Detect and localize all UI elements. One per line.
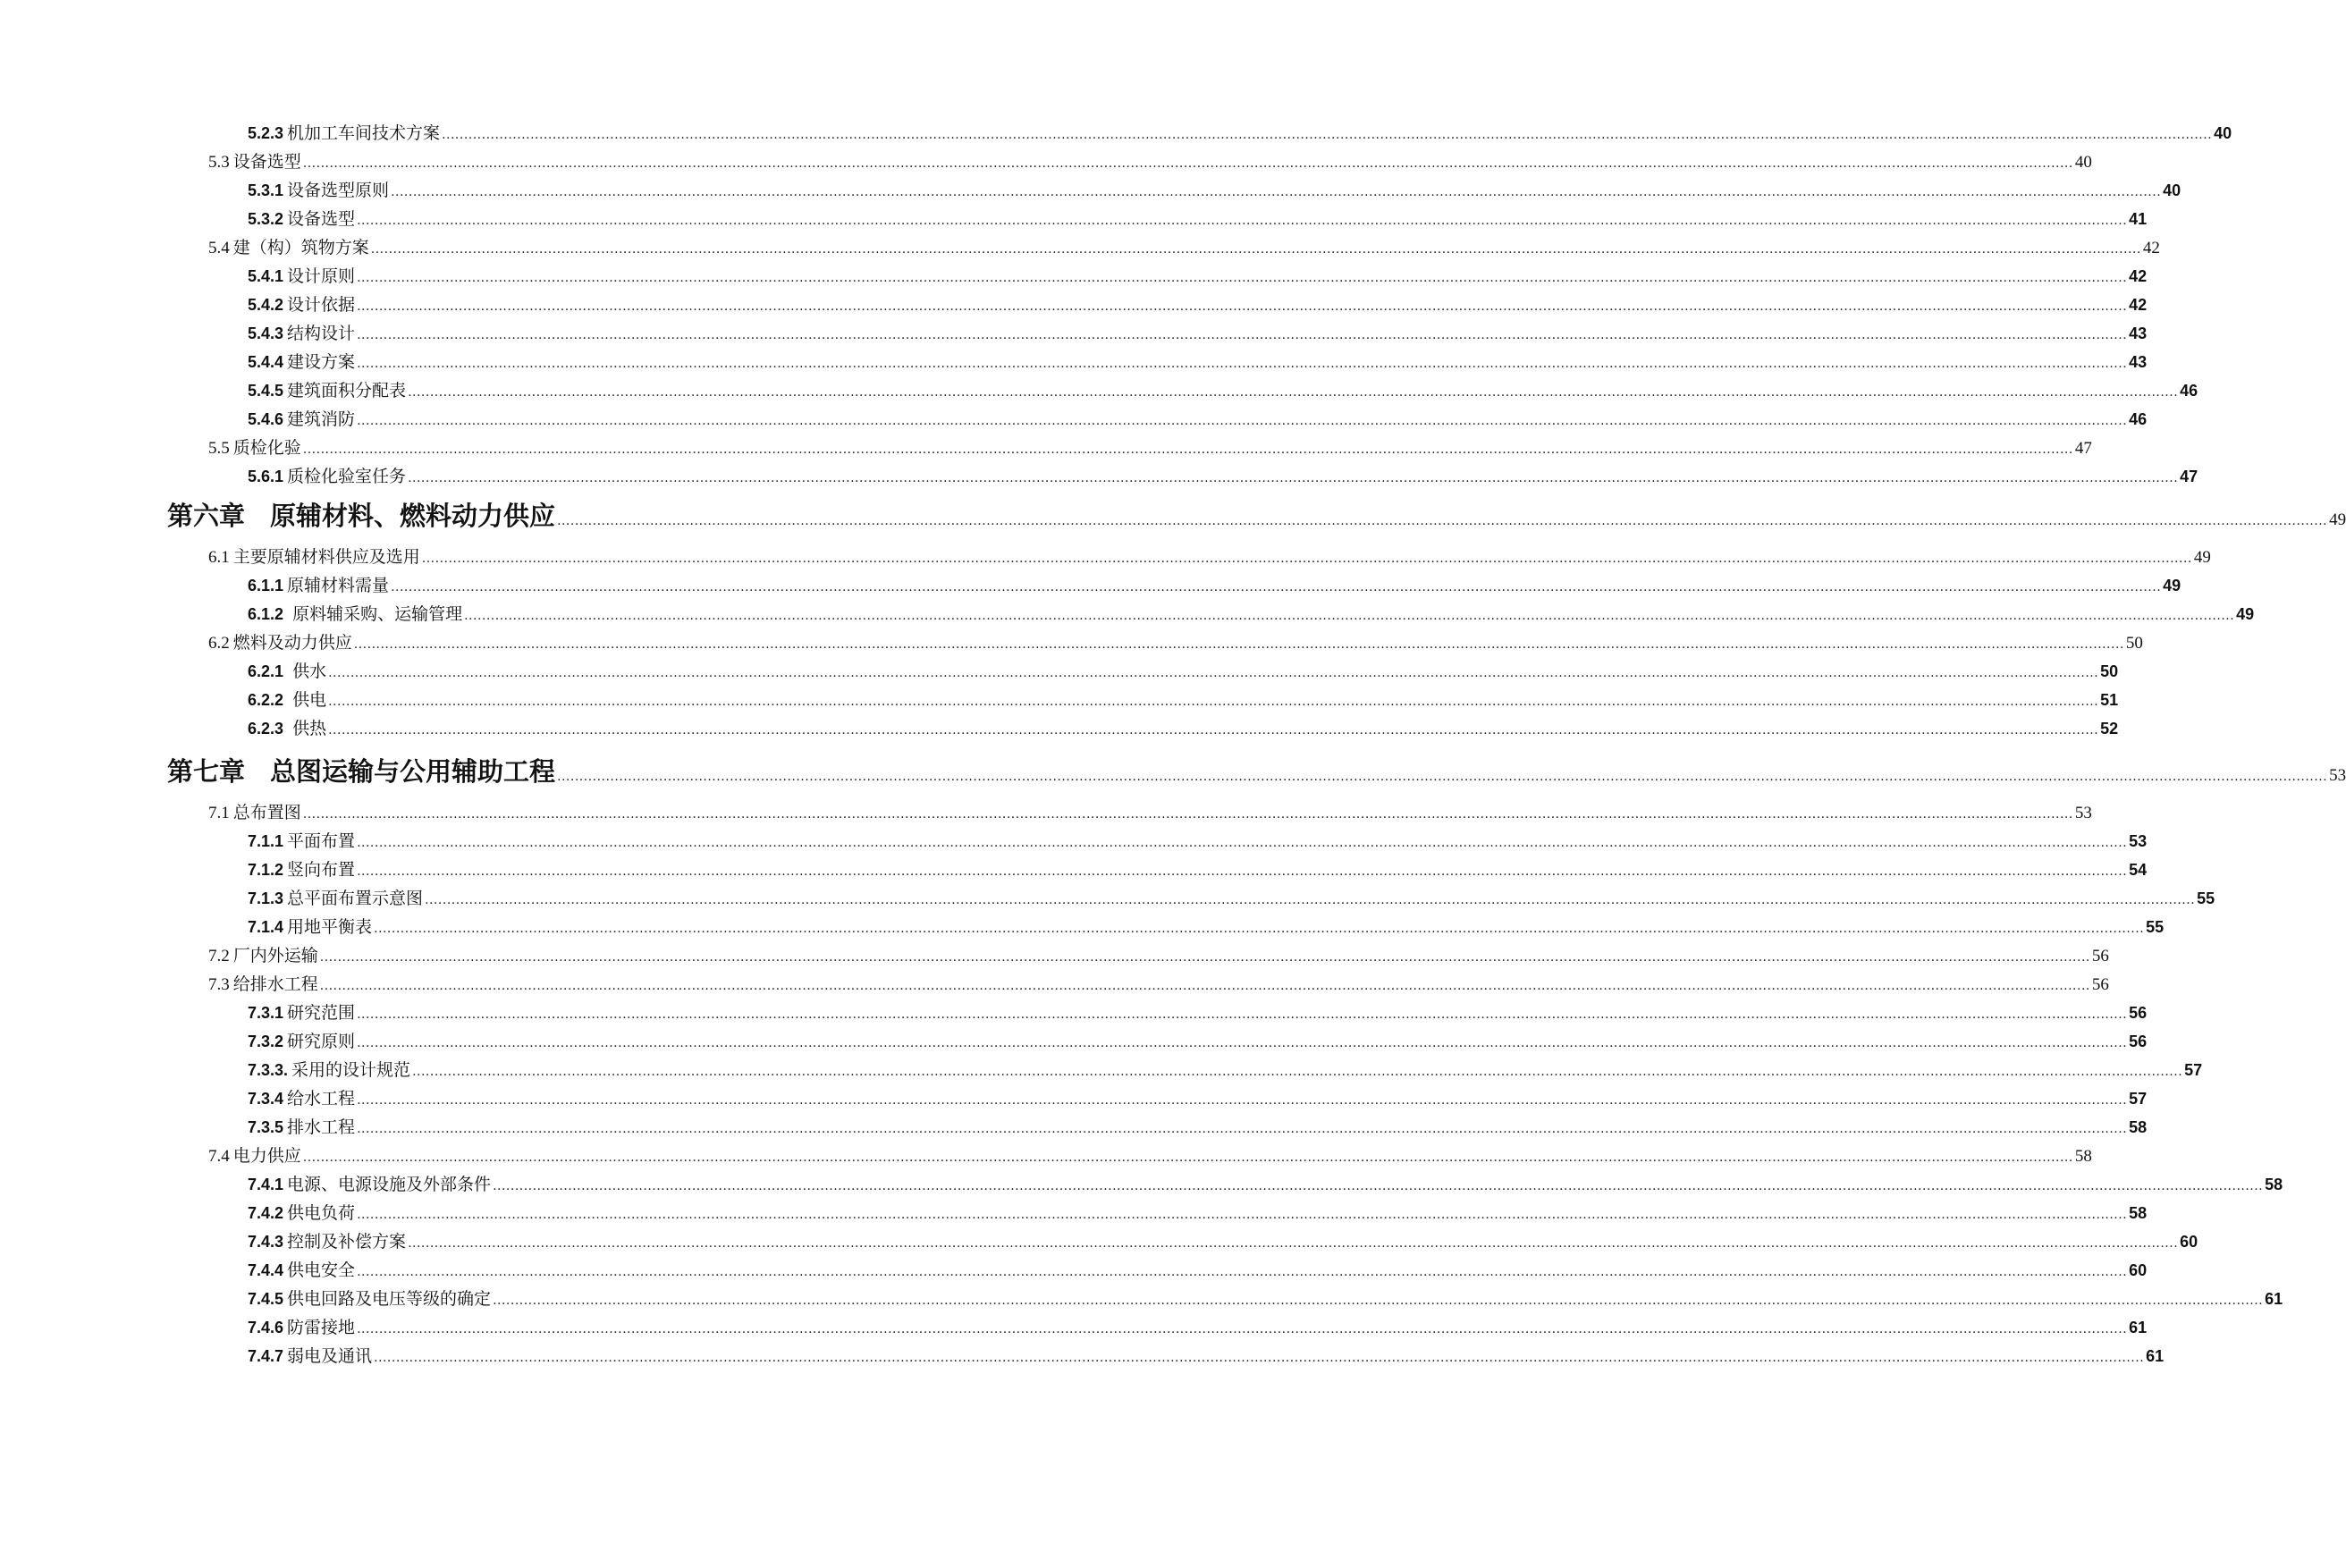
toc-section-entry[interactable] <box>208 234 2160 261</box>
toc-subsection-entry[interactable] <box>248 206 2148 232</box>
toc-entry-title: 供电 <box>287 690 327 710</box>
toc-entry-title: 电源、电源设施及外部条件 <box>287 1175 492 1194</box>
dot-leader: ................................................................................................................................................................................................................................................................................................................................................................................................................ <box>357 214 2128 228</box>
dot-leader: ................................................................................................................................................................................................................................................................................................................................................................................................................ <box>408 1236 2179 1251</box>
toc-entry-number: 7.4.2 <box>248 1204 284 1222</box>
toc-entry-number: 7.4.3 <box>248 1233 284 1251</box>
toc-entry-title: 质检化验室任务 <box>287 467 407 486</box>
dot-leader: ................................................................................................................................................................................................................................................................................................................................................................................................................ <box>357 1208 2128 1222</box>
toc-entry-title: 供电回路及电压等级的确定 <box>287 1289 492 1309</box>
toc-entry-title: 燃料及动力供应 <box>232 633 352 653</box>
toc-subsection-entry[interactable] <box>248 999 2148 1026</box>
toc-entry-page-number: 49 <box>2163 577 2181 594</box>
toc-section-entry[interactable] <box>208 942 2109 969</box>
toc-entry-page-number: 58 <box>2129 1204 2148 1222</box>
dot-leader: ................................................................................................................................................................................................................................................................................................................................................................................................................ <box>357 357 2128 371</box>
dot-leader: ................................................................................................................................................................................................................................................................................................................................................................................................................ <box>357 1007 2128 1022</box>
toc-entry-number: 6.2.2 <box>248 691 284 709</box>
toc-entry-number: 7.4 <box>208 1147 230 1166</box>
dot-leader: ................................................................................................................................................................................................................................................................................................................................................................................................................ <box>421 552 2192 566</box>
toc-subsection-entry[interactable] <box>248 856 2148 883</box>
toc-entry-number: 5.3.2 <box>248 210 284 228</box>
dot-leader: ................................................................................................................................................................................................................................................................................................................................................................................................................ <box>357 414 2128 428</box>
toc-entry-page-number: 60 <box>2129 1261 2148 1279</box>
toc-subsection-entry[interactable] <box>248 1114 2148 1141</box>
toc-entry-page-number: 49 <box>2329 510 2346 529</box>
toc-entry-page-number: 40 <box>2214 124 2232 142</box>
toc-entry-page-number: 53 <box>2074 804 2092 822</box>
toc-entry-page-number: 56 <box>2091 975 2109 994</box>
toc-subsection-entry[interactable] <box>248 1343 2165 1370</box>
toc-entry-number: 6.2.1 <box>248 662 284 680</box>
dot-leader: ................................................................................................................................................................................................................................................................................................................................................................................................................ <box>374 1351 2145 1365</box>
toc-entry-title: 平面布置 <box>287 831 356 851</box>
toc-subsection-entry[interactable] <box>248 687 2119 713</box>
toc-entry-page-number: 46 <box>2180 382 2198 400</box>
toc-subsection-entry[interactable] <box>248 885 2215 912</box>
toc-entry-page-number: 40 <box>2163 181 2181 199</box>
toc-section-entry[interactable] <box>208 544 2211 570</box>
toc-entry-number: 第六章 <box>167 501 246 531</box>
dot-leader: ................................................................................................................................................................................................................................................................................................................................................................................................................ <box>557 514 2328 528</box>
toc-entry-title: 总图运输与公用辅助工程 <box>270 756 556 787</box>
dot-leader: ................................................................................................................................................................................................................................................................................................................................................................................................................ <box>357 1093 2128 1108</box>
toc-subsection-entry[interactable] <box>248 828 2148 855</box>
toc-entry-number: 5.3.1 <box>248 181 284 199</box>
toc-entry-page-number: 56 <box>2091 947 2109 965</box>
dot-leader: ................................................................................................................................................................................................................................................................................................................................................................................................................ <box>357 1265 2128 1279</box>
toc-entry-page-number: 56 <box>2129 1004 2148 1022</box>
dot-leader: ................................................................................................................................................................................................................................................................................................................................................................................................................ <box>357 328 2128 342</box>
toc-entry-title: 采用的设计规范 <box>291 1060 411 1080</box>
dot-leader: ................................................................................................................................................................................................................................................................................................................................................................................................................ <box>412 1065 2183 1079</box>
toc-entry-title: 供热 <box>287 719 327 738</box>
toc-entry-number: 7.3.4 <box>248 1090 284 1108</box>
toc-entry-page-number: 42 <box>2129 267 2148 285</box>
dot-leader: ................................................................................................................................................................................................................................................................................................................................................................................................................ <box>302 1151 2073 1165</box>
toc-section-entry[interactable] <box>208 148 2092 175</box>
toc-section-entry[interactable] <box>208 1142 2092 1169</box>
dot-leader: ................................................................................................................................................................................................................................................................................................................................................................................................................ <box>391 185 2162 199</box>
toc-entry-number: 7.3.3. <box>248 1061 289 1079</box>
dot-leader: ................................................................................................................................................................................................................................................................................................................................................................................................................ <box>391 580 2162 594</box>
dot-leader: ................................................................................................................................................................................................................................................................................................................................................................................................................ <box>442 128 2213 142</box>
toc-entry-page-number: 43 <box>2129 353 2148 371</box>
toc-subsection-entry[interactable] <box>248 377 2198 404</box>
toc-entry-page-number: 42 <box>2129 296 2148 314</box>
toc-subsection-entry[interactable] <box>248 715 2119 742</box>
toc-entry-number: 5.4.4 <box>248 353 284 371</box>
toc-section-entry[interactable] <box>208 799 2092 826</box>
toc-entry-number: 7.4.1 <box>248 1176 284 1193</box>
dot-leader: ................................................................................................................................................................................................................................................................................................................................................................................................................ <box>357 864 2128 879</box>
toc-subsection-entry[interactable] <box>248 914 2165 940</box>
toc-entry-number: 5.5 <box>208 439 230 458</box>
dot-leader: ................................................................................................................................................................................................................................................................................................................................................................................................................ <box>328 723 2099 738</box>
toc-entry-page-number: 42 <box>2142 239 2160 257</box>
toc-entry-page-number: 53 <box>2129 832 2148 850</box>
toc-entry-number: 5.2.3 <box>248 124 284 142</box>
toc-entry-page-number: 51 <box>2100 691 2119 709</box>
toc-entry-title: 原料辅采购、运输管理 <box>287 604 463 624</box>
toc-entry-number: 5.4.6 <box>248 410 284 428</box>
toc-subsection-entry[interactable] <box>248 263 2148 290</box>
toc-entry-number: 5.4.1 <box>248 267 284 285</box>
dot-leader: ................................................................................................................................................................................................................................................................................................................................................................................................................ <box>328 666 2099 680</box>
toc-entry-title: 结构设计 <box>287 324 356 343</box>
toc-entry-title: 主要原辅材料供应及选用 <box>232 547 420 567</box>
dot-leader: ................................................................................................................................................................................................................................................................................................................................................................................................................ <box>370 242 2141 257</box>
toc-entry-page-number: 61 <box>2265 1290 2283 1308</box>
toc-subsection-entry[interactable] <box>248 406 2148 433</box>
toc-entry-page-number: 55 <box>2197 889 2215 907</box>
toc-entry-title: 设备选型 <box>232 152 301 172</box>
toc-entry-page-number: 47 <box>2074 439 2092 458</box>
toc-entry-page-number: 61 <box>2129 1319 2148 1336</box>
toc-entry-title: 给水工程 <box>287 1089 356 1109</box>
toc-subsection-entry[interactable] <box>248 120 2232 147</box>
toc-subsection-entry[interactable] <box>248 1314 2148 1341</box>
toc-entry-title: 设计依据 <box>287 295 356 315</box>
toc-entry-number: 5.4 <box>208 239 230 257</box>
dot-leader: ................................................................................................................................................................................................................................................................................................................................................................................................................ <box>425 893 2196 907</box>
toc-chapter-entry[interactable] <box>167 752 2346 788</box>
toc-entry-title: 弱电及通讯 <box>287 1346 373 1366</box>
toc-entry-title: 排水工程 <box>287 1117 356 1137</box>
toc-section-entry[interactable] <box>208 971 2109 998</box>
toc-entry-page-number: 46 <box>2129 410 2148 428</box>
toc-entry-number: 7.4.7 <box>248 1347 284 1365</box>
toc-entry-title: 研究范围 <box>287 1003 356 1023</box>
toc-entry-number: 7.4.4 <box>248 1261 284 1279</box>
toc-entry-number: 6.1.1 <box>248 577 284 594</box>
toc-subsection-entry[interactable] <box>248 1028 2148 1055</box>
toc-subsection-entry[interactable] <box>248 463 2198 490</box>
dot-leader: ................................................................................................................................................................................................................................................................................................................................................................................................................ <box>328 695 2099 709</box>
toc-entry-title: 质检化验 <box>232 438 301 458</box>
dot-leader: ................................................................................................................................................................................................................................................................................................................................................................................................................ <box>557 770 2328 784</box>
toc-entry-page-number: 61 <box>2146 1347 2165 1365</box>
toc-entry-title: 研究原则 <box>287 1032 356 1051</box>
toc-entry-number: 6.2.3 <box>248 720 284 738</box>
toc-entry-title: 厂内外运输 <box>232 946 318 965</box>
toc-subsection-entry[interactable] <box>248 177 2181 204</box>
toc-section-entry[interactable] <box>208 434 2092 461</box>
toc-entry-title: 给排水工程 <box>232 974 318 994</box>
toc-entry-title: 设计原则 <box>287 266 356 286</box>
toc-entry-page-number: 47 <box>2180 468 2198 485</box>
toc-entry-page-number: 52 <box>2100 720 2119 738</box>
toc-entry-page-number: 50 <box>2125 634 2143 653</box>
dot-leader: ................................................................................................................................................................................................................................................................................................................................................................................................................ <box>319 950 2090 965</box>
dot-leader: ................................................................................................................................................................................................................................................................................................................................................................................................................ <box>493 1294 2264 1308</box>
toc-entry-number: 7.2 <box>208 947 230 965</box>
toc-entry-page-number: 58 <box>2129 1118 2148 1136</box>
toc-entry-page-number: 58 <box>2074 1147 2092 1166</box>
dot-leader: ................................................................................................................................................................................................................................................................................................................................................................................................................ <box>357 1122 2128 1136</box>
toc-entry-title: 设备选型原则 <box>287 181 390 200</box>
toc-entry-page-number: 53 <box>2329 766 2346 785</box>
dot-leader: ................................................................................................................................................................................................................................................................................................................................................................................................................ <box>408 471 2179 485</box>
toc-entry-page-number: 50 <box>2100 662 2119 680</box>
toc-entry-number: 7.1.3 <box>248 889 284 907</box>
toc-entry-page-number: 55 <box>2146 918 2165 936</box>
toc-section-entry[interactable] <box>208 629 2143 656</box>
toc-entry-title: 建设方案 <box>287 352 356 372</box>
toc-entry-page-number: 43 <box>2129 325 2148 342</box>
toc-entry-title: 用地平衡表 <box>287 917 373 937</box>
toc-entry-page-number: 57 <box>2129 1090 2148 1108</box>
dot-leader: ................................................................................................................................................................................................................................................................................................................................................................................................................ <box>357 299 2128 314</box>
toc-entry-title: 机加工车间技术方案 <box>287 123 441 143</box>
dot-leader: ................................................................................................................................................................................................................................................................................................................................................................................................................ <box>357 1322 2128 1336</box>
toc-subsection-entry[interactable] <box>248 658 2119 685</box>
toc-subsection-entry[interactable] <box>248 1057 2203 1083</box>
toc-chapter-entry[interactable] <box>167 496 2346 532</box>
toc-entry-page-number: 58 <box>2265 1176 2283 1193</box>
dot-leader: ................................................................................................................................................................................................................................................................................................................................................................................................................ <box>319 979 2090 993</box>
toc-entry-title: 供电负荷 <box>287 1203 356 1223</box>
toc-entry-page-number: 60 <box>2180 1233 2198 1251</box>
toc-entry-page-number: 49 <box>2236 605 2255 623</box>
toc-entry-page-number: 40 <box>2074 153 2092 172</box>
toc-entry-title: 供水 <box>287 662 327 681</box>
toc-entry-page-number: 56 <box>2129 1033 2148 1050</box>
dot-leader: ................................................................................................................................................................................................................................................................................................................................................................................................................ <box>464 609 2235 623</box>
toc-entry-number: 5.6.1 <box>248 468 284 485</box>
toc-entry-number: 7.4.6 <box>248 1319 284 1336</box>
toc-entry-number: 第七章 <box>167 756 246 787</box>
toc-entry-number: 5.4.3 <box>248 325 284 342</box>
toc-subsection-entry[interactable] <box>248 1171 2283 1198</box>
toc-subsection-entry[interactable] <box>248 1228 2198 1255</box>
toc-entry-title: 竖向布置 <box>287 860 356 880</box>
toc-subsection-entry[interactable] <box>248 1085 2148 1112</box>
dot-leader: ................................................................................................................................................................................................................................................................................................................................................................................................................ <box>302 443 2073 457</box>
toc-entry-number: 7.3 <box>208 975 230 994</box>
toc-entry-title: 建筑面积分配表 <box>287 381 407 400</box>
dot-leader: ................................................................................................................................................................................................................................................................................................................................................................................................................ <box>302 807 2073 822</box>
dot-leader: ................................................................................................................................................................................................................................................................................................................................................................................................................ <box>408 385 2179 400</box>
toc-entry-title: 原辅材料、燃料动力供应 <box>270 501 556 531</box>
toc-entry-number: 5.3 <box>208 153 230 172</box>
toc-entry-title: 防雷接地 <box>287 1318 356 1337</box>
toc-entry-number: 7.1.4 <box>248 918 284 936</box>
toc-entry-title: 建（构）筑物方案 <box>232 238 369 257</box>
toc-subsection-entry[interactable] <box>248 1286 2283 1312</box>
toc-entry-number: 7.1.2 <box>248 861 284 879</box>
toc-entry-number: 6.1 <box>208 548 230 567</box>
toc-entry-title: 电力供应 <box>232 1146 301 1166</box>
toc-entry-number: 5.4.2 <box>248 296 284 314</box>
toc-entry-page-number: 41 <box>2129 210 2148 228</box>
toc-entry-page-number: 49 <box>2193 548 2211 567</box>
toc-entry-page-number: 57 <box>2184 1061 2203 1079</box>
dot-leader: ................................................................................................................................................................................................................................................................................................................................................................................................................ <box>357 1036 2128 1050</box>
toc-entry-number: 5.4.5 <box>248 382 284 400</box>
toc-entry-page-number: 54 <box>2129 861 2148 879</box>
toc-entry-title: 供电安全 <box>287 1260 356 1280</box>
toc-subsection-entry[interactable] <box>248 1257 2148 1284</box>
toc-entry-title: 总平面布置示意图 <box>287 889 424 908</box>
toc-entry-number: 7.1.1 <box>248 832 284 850</box>
dot-leader: ................................................................................................................................................................................................................................................................................................................................................................................................................ <box>357 271 2128 285</box>
toc-entry-number: 7.4.5 <box>248 1290 284 1308</box>
toc-subsection-entry[interactable] <box>248 1200 2148 1227</box>
toc-subsection-entry[interactable] <box>248 601 2255 628</box>
dot-leader: ................................................................................................................................................................................................................................................................................................................................................................................................................ <box>302 156 2073 171</box>
toc-entry-number: 6.1.2 <box>248 605 284 623</box>
toc-subsection-entry[interactable] <box>248 291 2148 318</box>
toc-entry-number: 7.3.1 <box>248 1004 284 1022</box>
toc-subsection-entry[interactable] <box>248 349 2148 375</box>
dot-leader: ................................................................................................................................................................................................................................................................................................................................................................................................................ <box>353 637 2124 652</box>
toc-entry-number: 7.3.5 <box>248 1118 284 1136</box>
toc-subsection-entry[interactable] <box>248 572 2181 599</box>
dot-leader: ................................................................................................................................................................................................................................................................................................................................................................................................................ <box>493 1179 2264 1193</box>
toc-entry-number: 6.2 <box>208 634 230 653</box>
toc-entry-title: 设备选型 <box>287 209 356 229</box>
toc-entry-number: 7.3.2 <box>248 1033 284 1050</box>
dot-leader: ................................................................................................................................................................................................................................................................................................................................................................................................................ <box>357 836 2128 850</box>
toc-entry-title: 建筑消防 <box>287 409 356 429</box>
toc-entry-title: 总布置图 <box>232 803 301 822</box>
toc-subsection-entry[interactable] <box>248 320 2148 347</box>
toc-entry-title: 原辅材料需量 <box>287 576 390 595</box>
toc-entry-title: 控制及补偿方案 <box>287 1232 407 1252</box>
toc-entry-number: 7.1 <box>208 804 230 822</box>
dot-leader: ................................................................................................................................................................................................................................................................................................................................................................................................................ <box>374 922 2145 936</box>
